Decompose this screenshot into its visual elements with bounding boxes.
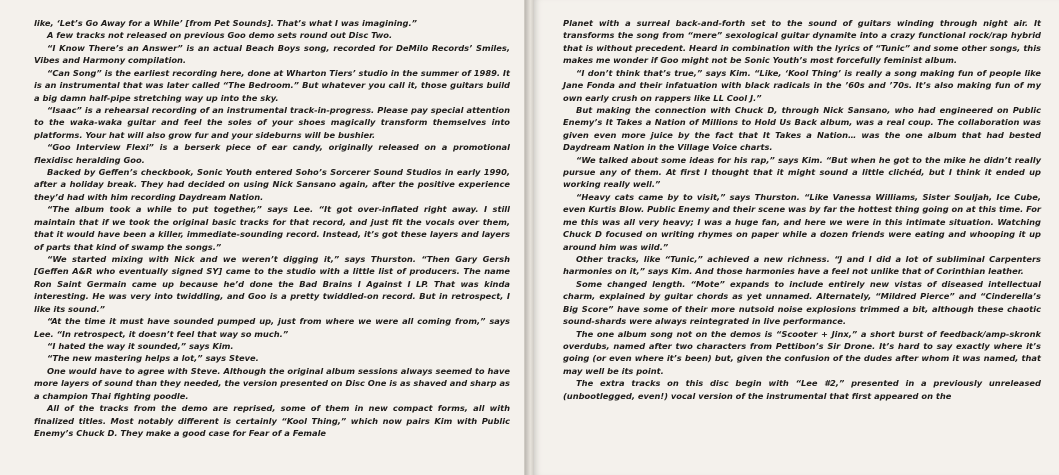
paragraph: “The album took a while to put together,” says Lee. “It got over-inflated right away. I still maintain that if we took the original basic tracks for that record, and just fit the vocals over them, that it would have been a killer, immediate-sounding record. Instead, it’s got these layers and layers of parts that kind of swamp the songs.” bbox=[34, 204, 510, 252]
paragraph: All of the tracks from the demo are reprised, some of them in new compact forms, all with finalized titles. Most notably different is certainly “Kool Thing,” which now pairs Kim with Public Enemy’s Chuck D. They make a good case for Fear of a Female bbox=[34, 403, 510, 438]
paragraph: “I don’t think that’s true,” says Kim. “Like, ‘Kool Thing’ is really a song making fun of people like Jane Fonda and their infatuation with black radicals in the ’60s and ’70s. It’s also making fun of my own early crush on rappers like LL Cool J.” bbox=[563, 67, 1041, 103]
paragraph: But making the connection with Chuck D, through Nick Sansano, who had engineered on Public Enemy’s It Takes a Nation of Millions to Hold Us Back album, was a real coup. The collaboration was given even more juice by the fact that It Takes a Nation… was the one album that had bested Daydream Nation in the Village Voice charts. bbox=[563, 104, 1041, 153]
paragraph: The extra tracks on this disc begin with “Lee #2,” presented in a previously unreleased (unbootlegged, even!) vocal version of the instrumental that first appeared on the bbox=[563, 378, 1041, 401]
paragraph: Backed by Geffen’s checkbook, Sonic Youth entered Soho’s Sorcerer Sound Studios in early 1990, after a holiday break. They had decided on using Nick Sansano again, after the positive experience they’d had with him recording Daydream Nation. bbox=[34, 167, 510, 202]
paragraph: “Can Song” is the earliest recording here, done at Wharton Tiers’ studio in the summer of 1989. It is an instrumental that was later called “The Bedroom.” But whatever you call it, those guitars build a big damn half-pipe stretching way up into the sky. bbox=[34, 67, 510, 103]
paragraph: Other tracks, like “Tunic,” achieved a new richness. “J and I did a lot of subliminal Carpenters harmonies on it,” says Kim. And those harmonies have a feel not unlike that of Corinthian leather. bbox=[563, 254, 1041, 277]
paragraph: “Heavy cats came by to visit,” says Thurston. “Like Vanessa Williams, Sister Souljah, Ice Cube, even Kurtis Blow. Public Enemy and their scene was by far the hottest thing going on at this time. For me this was all very heavy; I was a huge fan, and here we were in this intimate situation. Watching Chuck D focused on writing rhymes on paper while a dozen friends were eating and whooping it up around him was wild.” bbox=[563, 191, 1041, 252]
page-gutter bbox=[525, 0, 534, 475]
paragraph: “Isaac” is a rehearsal recording of an instrumental track-in-progress. Please pay special attention to the waka-waka guitar and feel the soles of your shoes magically transform themselves into platforms. Your hat will also grow fur and your sideburns will be bushier. bbox=[34, 104, 510, 140]
paragraph: One would have to agree with Steve. Although the original album sessions always seemed to have more layers of sound than they needed, the version presented on Disc One is as shaved and sharp as a champion Thai fighting poodle. bbox=[34, 365, 510, 401]
paragraph: A few tracks not released on previous Goo demo sets round out Disc Two. bbox=[47, 30, 393, 41]
paragraph: Planet with a surreal back-and-forth set to the sound of guitars winding through night air. It transforms the song from “mere” sexological guitar dynamite into a crazy functional rock/rap hybrid that is without precedent. Heard in combination with the lyrics of “Tunic” and some other songs, this makes me wonder if Goo might not be Sonic Youth’s most forcefully feminist album. bbox=[563, 18, 1041, 66]
paragraph: The one album song not on the demos is “Scooter + Jinx,” a short burst of feedback/amp-skronk overdubs, named after two characters from Pettibon’s Sir Drone. It’s hard to say exactly where it’s going (or even where it’s been) but, given the confusion of the dudes after whom it was named, that may well be its point. bbox=[563, 328, 1041, 376]
paragraph: Some changed length. “Mote” expands to include entirely new vistas of diseased intellectual charm, explained by guitar chords as yet unnamed. Alternately, “Mildred Pierce” and “Cinderella’s Big Score” have some of their more nutsoid noise explosions trimmed a bit, although these chaotic sound-shards were always reintegrated in live performance. bbox=[563, 278, 1041, 327]
right-page bbox=[534, 0, 1059, 475]
paragraph: “We talked about some ideas for his rap,” says Kim. “But when he got to the mike he didn’t really pursue any of them. At first I thought that it might sound a little clichéd, but I think it ended up working really well.” bbox=[563, 154, 1041, 190]
paragraph: “The new mastering helps a lot,” says Steve. bbox=[47, 353, 259, 364]
paragraph: “We started mixing with Nick and we weren’t digging it,” says Thurston. “Then Gary Gersh [Geffen A&R who eventually signed SY] came to the studio with a little list of producers. The name Ron Saint Germain came up because he’d done the Bad Brains I Against I LP. That was kinda interesting. He was very into twiddling, and Goo is a pretty twiddled-on record. But in retrospect, I like its sound.” bbox=[34, 254, 510, 314]
paragraph: “I hated the way it sounded,” says Kim. bbox=[47, 340, 234, 351]
paragraph: “Goo Interview Flexi” is a berserk piece of ear candy, originally released on a promotional flexidisc heralding Goo. bbox=[34, 142, 510, 165]
paragraph: “I Know There’s an Answer” is an actual Beach Boys song, recorded for DeMilo Records’ Smiles, Vibes and Harmony compilation. bbox=[34, 42, 510, 66]
paragraph: “At the time it must have sounded pumped up, just from where we were all coming from,” says Lee. “In retrospect, it doesn’t feel that way so much.” bbox=[34, 316, 510, 339]
left-page bbox=[0, 0, 525, 475]
paragraph: like, ‘Let’s Go Away for a While’ [from Pet Sounds]. That’s what I was imagining.” bbox=[34, 18, 417, 28]
